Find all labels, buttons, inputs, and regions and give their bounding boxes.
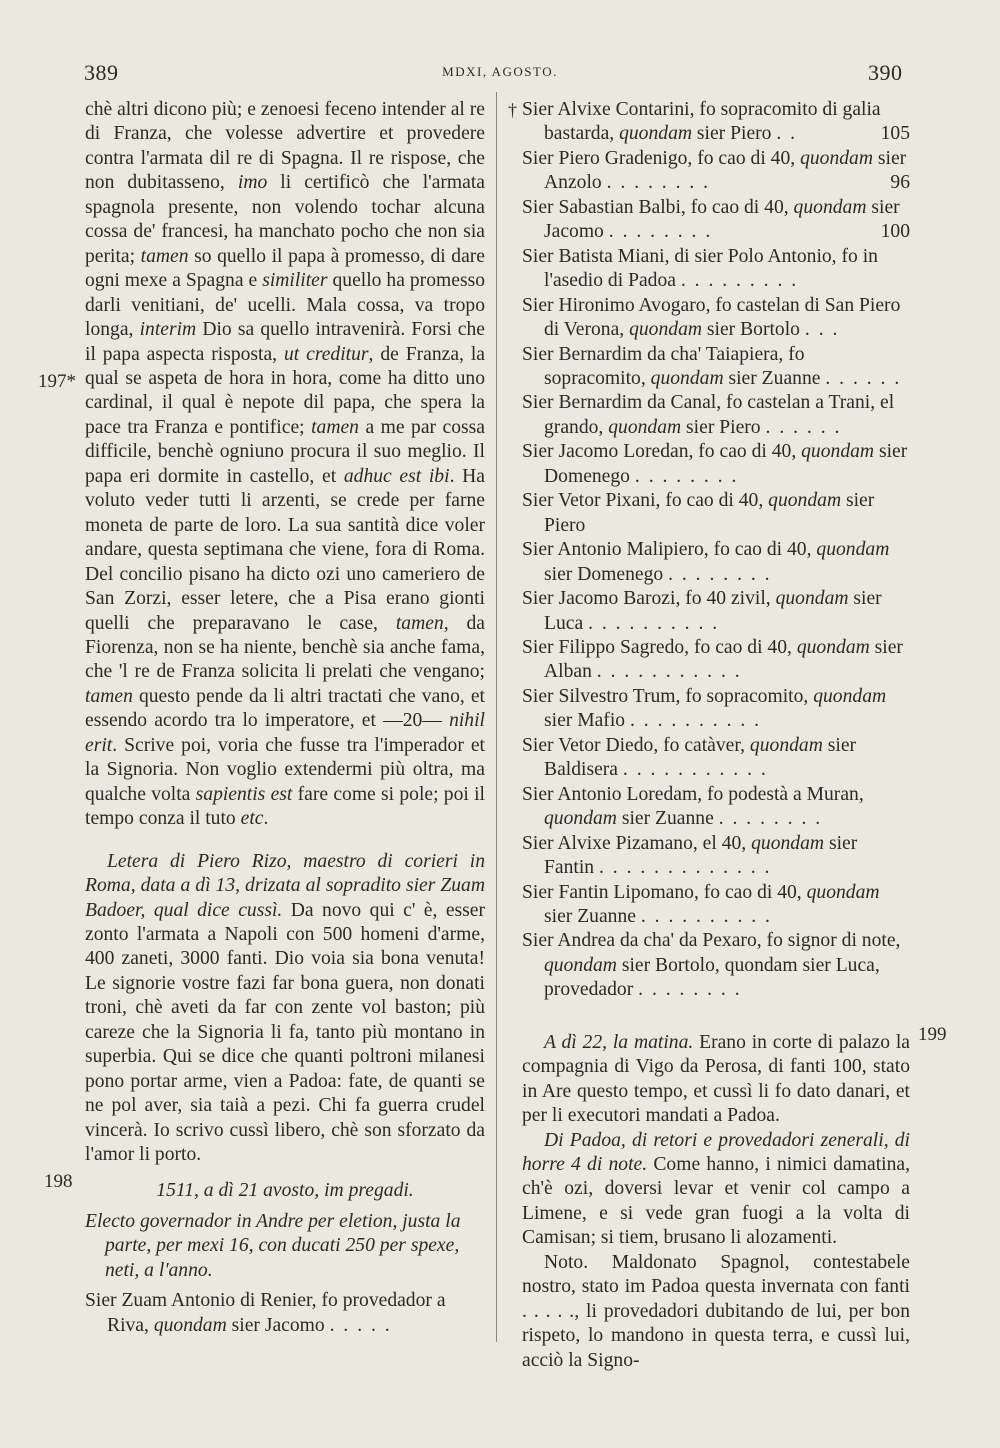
- candidate-entry: Sier Silvestro Trum, fo sopracomito, quondam sier Mafio . . . . . . . . . .: [522, 685, 887, 732]
- candidate-entry: Sier Jacomo Loredan, fo cao di 40, quondam sier Domenego . . . . . . . .: [522, 441, 908, 487]
- paragraph-22-morning: A dì 22, la matina. Erano in corte di palazo la compagnia di Vigo da Perosa, di fanti 100, stato in Are questo tempo, et cussì li fo dato danari, et per li executori mandati a Padoa.: [522, 1031, 910, 1127]
- candidate-entry: Sier Sabastian Balbi, fo cao di 40, quondam sier Jacomo . . . . . . . . 100: [522, 196, 910, 243]
- page-number-left: 389: [84, 60, 119, 85]
- paragraph-padoa: Di Padoa, di retori e provedadori zenerali, di horre 4 di note. Come hanno, i nimici damatina, ch'è ozi, doversi levar et venir col campo a Limene, e si vede gran fuogi a la volta di Camisan; si tiem, brusano li alozamenti.: [522, 1129, 910, 1249]
- candidate-entry: Sier Vetor Diedo, fo catàver, quondam sier Baldisera . . . . . . . . . . .: [522, 734, 857, 781]
- spacer: [522, 1003, 910, 1031]
- candidate-entry: Sier Antonio Malipiero, fo cao di 40, quondam sier Domenego . . . . . . . .: [522, 539, 890, 585]
- candidate-entry: Sier Jacomo Barozi, fo 40 zivil, quondam sier Luca . . . . . . . . . .: [522, 588, 882, 634]
- running-head: MDXI, AGOSTO.: [442, 64, 558, 79]
- letter-paragraph: chè altri dicono più; e zenoesi feceno intender al re di Franza, che volesse advertire et provedere contra l'armata dil re di Spagna. Il re rispose, che non dubitasseno, imo li certificò che l'armata spagnola presente, non volendo tochar alcuna cossa de' francesi, ha manchato pocho che non sia perita; tamen so quello il papa à promesso, di dare ogni mexe a Spagna e similiter quello ha promesso darli venitiani, de' ucelli. Mala cossa, va tropo longa, interim Dio sa quello intravenirà. Forsi che il papa aspecta risposta, ut creditur, de Franza, la qual se aspeta de hora in hora, come ha ditto uno cardinal, il qual è nepote dil papa, che spera la pace tra Franza e pontifice; tamen a me par cossa difficile, benchè ogniuno procura il suo meglio. Il papa eri dormite in castello, et adhuc est ibi. Ha voluto veder tutti li arzenti, se crede per farne moneta de parte de loro. La sua santità dice voler andare, questa septimana che viene, fora di Roma. Del concilio pisano ha dicto ozi uno cameriero de San Zorzi, esser letere, che a Pisa erano gionti quelli che preparavano le case, tamen, da Fiorenza, non se ha niente, benchè sia anche fama, che 'l re de Franza solicita li prelati che vengano; tamen questo pende da li altri tractati che vano, et essendo acordo tra lo imperatore, et —20— nihil erit. Scrive poi, voria che fusse tra l'imperador et la Signoria. Non voglio extendermi più oltra, ma qualche volta sapientis est fare come si pole; poi il tempo conza il tuto etc.: [85, 99, 486, 830]
- candidate-entry: Sier Batista Miani, di sier Polo Antonio, fo in l'asedio di Padoa . . . . . . . . .: [522, 245, 878, 292]
- left-column: [85, 98, 485, 1338]
- candidate-entry: Sier Fantin Lipomano, fo cao di 40, quondam sier Zuanne . . . . . . . . . .: [522, 881, 880, 927]
- candidate-entry: Sier Zuam Antonio di Renier, fo provedador a Riva, quondam sier Jacomo . . . . .: [85, 1290, 446, 1336]
- right-column: [508, 98, 910, 1373]
- candidate-entry: Sier Piero Gradenigo, fo cao di 40, quondam sier Anzolo . . . . . . . . 96: [522, 147, 910, 194]
- paragraph-maldonato: Noto. Maldonato Spagnol, contestabele nostro, stato im Padoa questa invernata con fanti . . . . ., li provedadori dubitando de lui, per bon rispeto, lo mandono in questa terra, e cussì lui, acciò la Signo-: [522, 1251, 910, 1371]
- candidate-entry: Sier Bernardim da cha' Taiapiera, fo sopracomito, quondam sier Zuanne . . . . . .: [522, 343, 902, 389]
- page-number-right: 390: [868, 60, 903, 85]
- margin-number-197: 197*: [38, 371, 76, 392]
- candidate-entry: Sier Alvixe Pizamano, el 40, quondam sier Fantin . . . . . . . . . . . . .: [522, 832, 858, 879]
- candidate-entry: Sier Hironimo Avogaro, fo castelan di San Piero di Verona, quondam sier Bortolo . . .: [522, 294, 901, 341]
- margin-number-199: 199: [918, 1024, 947, 1045]
- column-divider: [496, 92, 497, 1342]
- candidate-entry: Sier Filippo Sagredo, fo cao di 40, quondam sier Alban . . . . . . . . . . .: [522, 636, 903, 683]
- candidate-entry: Sier Alvixe Contarini, fo sopracomito di galia bastarda, quondam sier Piero . . 105: [522, 99, 910, 145]
- candidate-list: [508, 98, 910, 1003]
- rizo-letter-paragraph: Letera di Piero Rizo, maestro di corieri in Roma, data a dì 13, drizata al sopradito sier Zuam Badoer, qual dice cussì. Da novo qui c' è, esser zonto l'armata a Napoli con 500 homeni d'arme, 400 zaneti, 3000 fanti. Dio voia sia bona venuta! Le signorie vostre fazi far bona guera, non donati troni, chè aveti da far con zente vol baston; più careze che la Signoria li fa, tanto più montano in superbia. Qui se dice che quanti poltroni milanesi pono portar arme, vien a Padoa: fate, de quanti se ne pol aver, sia taià a pezi. Chi fa guerra crudel vincerà. Io scrivo cussì libero, chè son sforzato da l'amor li porto.: [85, 850, 485, 1166]
- candidate-entry: Sier Antonio Loredam, fo podestà a Muran, quondam sier Zuanne . . . . . . . .: [522, 783, 864, 830]
- margin-number-198: 198: [44, 1171, 73, 1192]
- cross-mark: †: [508, 100, 517, 120]
- section-heading: 1511, a dì 21 avosto, im pregadi.: [156, 1180, 414, 1202]
- spacer: [85, 832, 485, 850]
- candidate-entry: Sier Andrea da cha' da Pexaro, fo signor di note, quondam sier Bortolo, quondam sier Luca, provedador . . . . . . . .: [522, 930, 901, 1001]
- decree-text: Electo governador in Andre per eletion, justa la parte, per mexi 16, con ducati 250 per spexe, neti, a l'anno.: [85, 1210, 461, 1281]
- candidate-entry: Sier Vetor Pixani, fo cao di 40, quondam sier Piero: [522, 490, 875, 536]
- candidate-entry: Sier Bernardim da Canal, fo castelan a Trani, el grando, quondam sier Piero . . . . . .: [522, 392, 895, 438]
